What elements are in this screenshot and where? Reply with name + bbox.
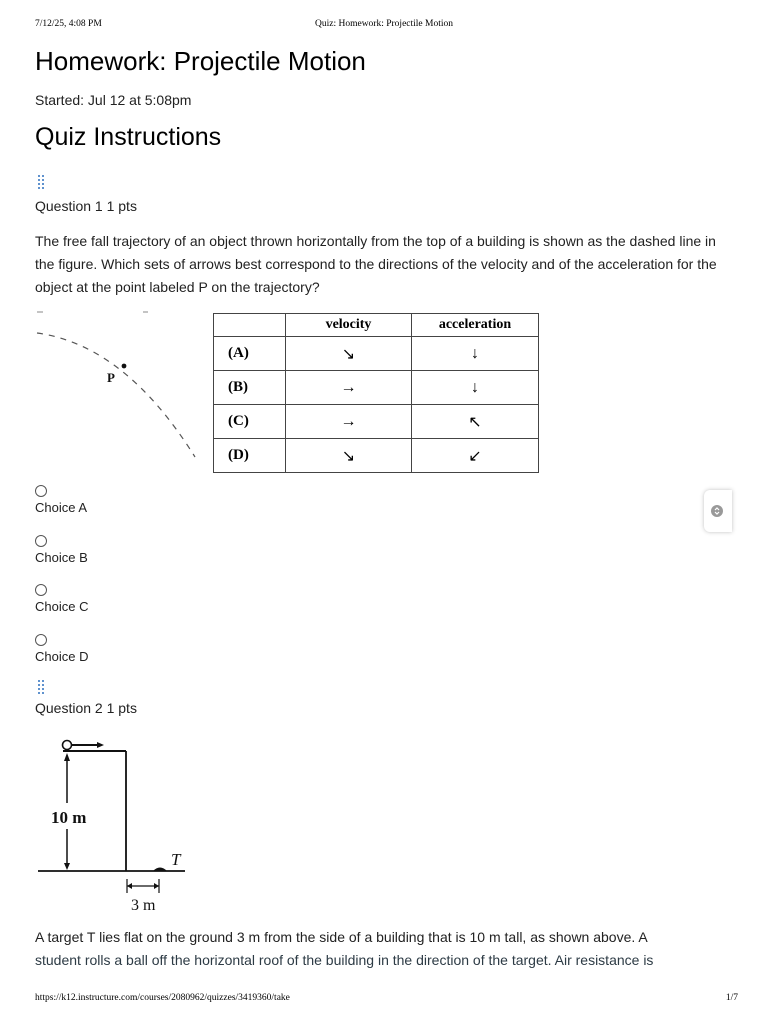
question-1-header: Question 1 1 pts (35, 198, 137, 214)
started-timestamp: Started: Jul 12 at 5:08pm (35, 92, 192, 108)
question-2-header: Question 2 1 pts (35, 700, 137, 716)
table-row (214, 405, 539, 439)
print-url: https://k12.instructure.com/courses/2080962/quizzes/3419360/take (35, 993, 290, 1003)
acceleration-arrow: ↖ (412, 405, 539, 439)
print-document-title: Quiz: Homework: Projectile Motion (315, 19, 453, 29)
scroll-indicator-icon (711, 505, 723, 517)
table-header-acceleration: acceleration (412, 314, 539, 337)
table-header-row (214, 314, 539, 337)
table-header-velocity: velocity (286, 314, 412, 337)
row-label: (C) (214, 405, 286, 439)
page-title: Homework: Projectile Motion (35, 46, 366, 76)
question-1-text: The free fall trajectory of an object thrown horizontally from the top of a building is shown as the dashed line in the figure. Which sets of arrows best correspond to the directions of the velocity and of the acceleration for the object at the point labeled P on the trajectory? (35, 233, 717, 295)
question-2-text-line-2: student rolls a ball off the horizontal roof of the building in the direction of the target. Air resistance is (35, 952, 654, 968)
drag-handle-icon[interactable] (37, 174, 45, 190)
print-page-number: 1/7 (725, 993, 738, 1003)
print-footer (0, 993, 768, 1007)
velocity-arrow: ↘ (286, 337, 412, 371)
height-label: 10 m (51, 808, 87, 827)
building-figure (35, 733, 197, 913)
row-label: (D) (214, 439, 286, 473)
velocity-arrow: ↘ (286, 439, 412, 473)
answer-table (213, 313, 539, 473)
row-label: (A) (214, 337, 286, 371)
choice-d-label[interactable]: Choice D (35, 649, 89, 664)
velocity-arrow: → (286, 405, 412, 439)
print-header (0, 19, 768, 33)
distance-label: 3 m (131, 897, 156, 913)
choice-b-radio[interactable] (35, 535, 47, 547)
acceleration-arrow: ↙ (412, 439, 539, 473)
table-row (214, 337, 539, 371)
choice-c-label[interactable]: Choice C (35, 599, 89, 614)
point-p-label: P (107, 370, 115, 385)
question-2-text-line-1: A target T lies flat on the ground 3 m from the side of a building that is 10 m tall, as shown above. A (35, 929, 648, 945)
table-header-cell (214, 314, 286, 337)
print-date: 7/12/25, 4:08 PM (35, 19, 102, 29)
choice-d-radio[interactable] (35, 634, 47, 646)
choice-a-label[interactable]: Choice A (35, 500, 88, 515)
choice-b-label[interactable]: Choice B (35, 550, 88, 565)
acceleration-arrow: ↓ (412, 371, 539, 405)
quiz-instructions-heading: Quiz Instructions (35, 123, 222, 151)
velocity-arrow: → (286, 371, 412, 405)
table-row (214, 439, 539, 473)
target-label: T (171, 850, 181, 869)
trajectory-figure (35, 305, 200, 465)
choice-c-radio[interactable] (35, 584, 47, 596)
acceleration-arrow: ↓ (412, 337, 539, 371)
row-label: (B) (214, 371, 286, 405)
drag-handle-icon[interactable] (37, 679, 45, 695)
choice-a-radio[interactable] (35, 485, 47, 497)
scroll-indicator-button[interactable] (704, 490, 732, 532)
table-row (214, 371, 539, 405)
